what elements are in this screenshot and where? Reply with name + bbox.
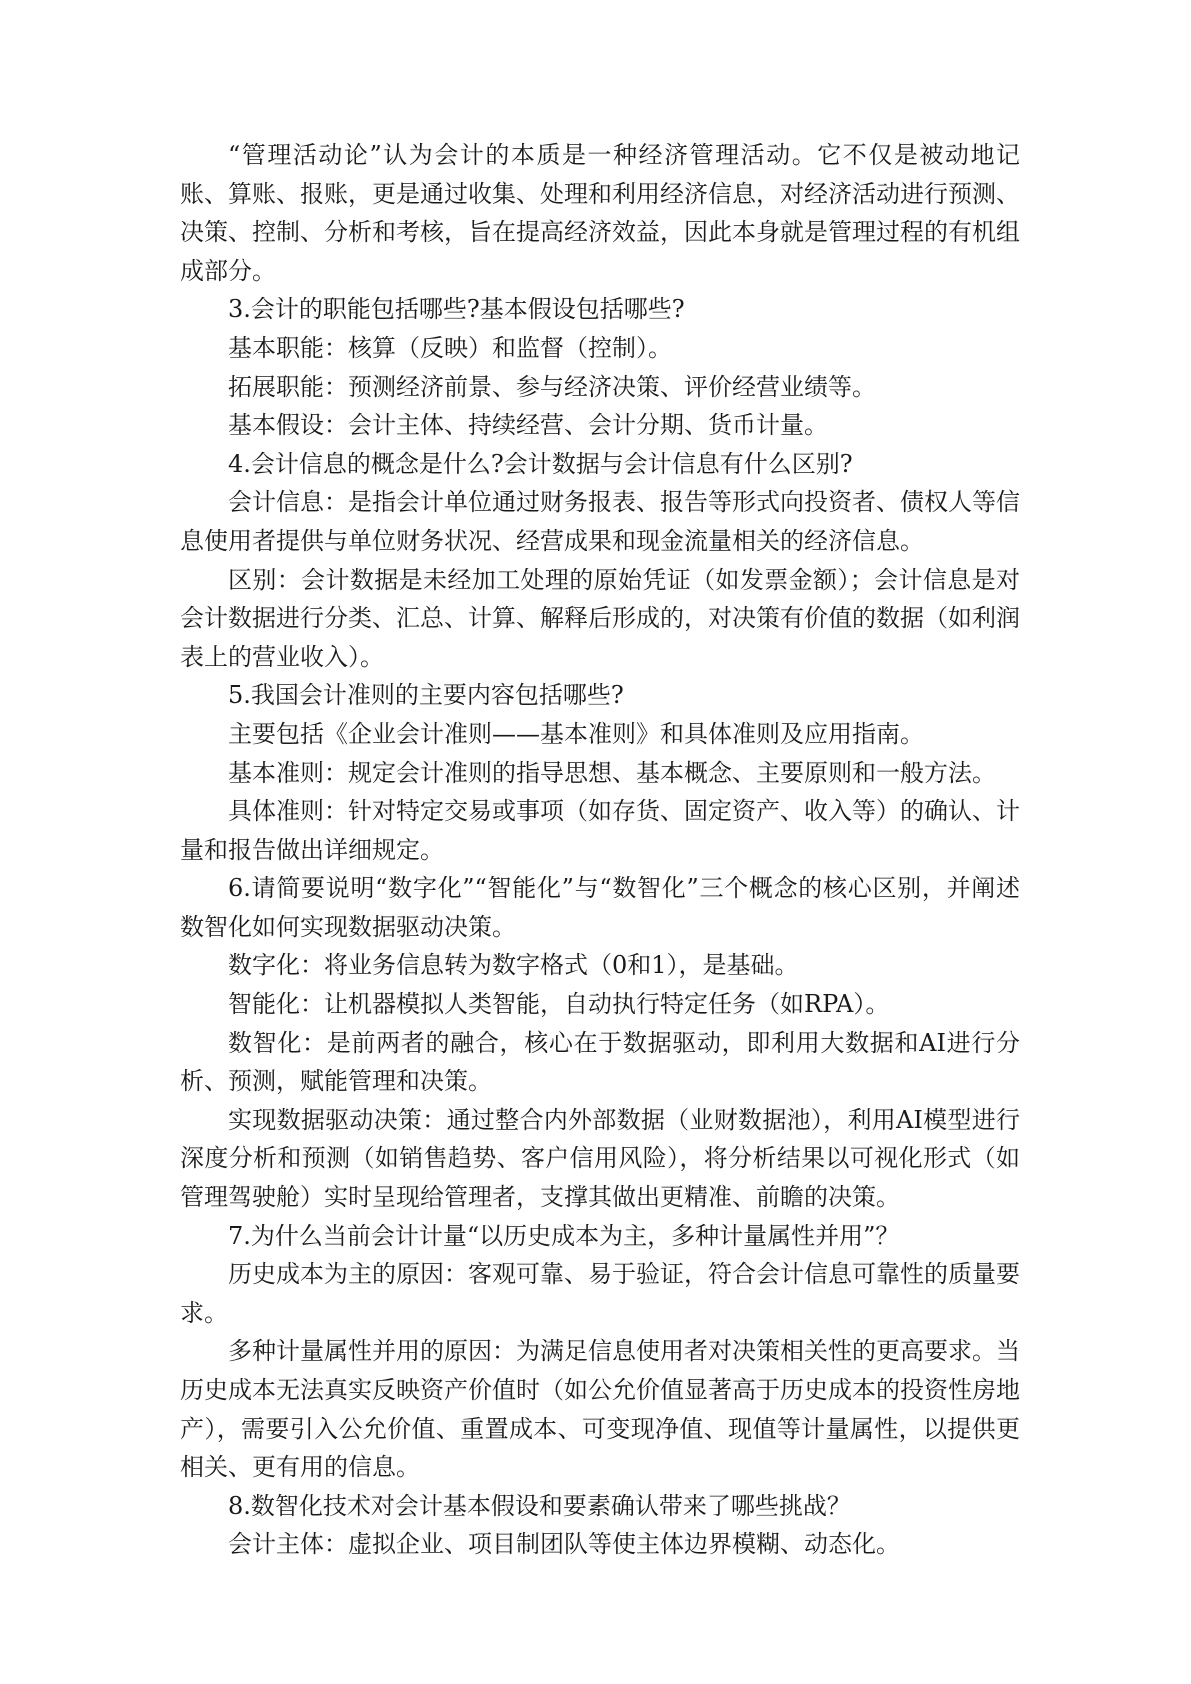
paragraph-historical-cost-reason: 历史成本为主的原因：客观可靠、易于验证，符合会计信息可靠性的质量要求。 (180, 1260, 1020, 1327)
paragraph-standards-main: 主要包括《企业会计准则——基本准则》和具体准则及应用指南。 (228, 719, 924, 748)
paragraph-intelligentization: 智能化：让机器模拟人类智能，自动执行特定任务（如RPA）。 (228, 990, 890, 1019)
question-6-heading: 6.请简要说明“数字化”“智能化”与“数智化”三个概念的核心区别，并阐述数智化如何实现数据驱动决策。 (180, 874, 1020, 941)
paragraph-digital-intelligence: 数智化：是前两者的融合，核心在于数据驱动，即利用大数据和AI进行分析、预测，赋能管理和决策。 (180, 1028, 1020, 1096)
question-3-heading: 3.会计的职能包括哪些?基本假设包括哪些? (228, 295, 685, 324)
paragraph-data-vs-information: 区别：会计数据是未经加工处理的原始凭证（如发票金额）；会计信息是对会计数据进行分类、汇总、计算、解释后形成的，对决策有价值的数据（如利润表上的营业收入）。 (180, 565, 1020, 671)
paragraph-multiple-attributes-reason: 多种计量属性并用的原因：为满足信息使用者对决策相关性的更高要求。当历史成本无法真实反映资产价值时（如公允价值显著高于历史成本的投资性房地产），需要引入公允价值、重置成本、可变现净值、现值等计量属性，以提供更相关、更有用的信息。 (180, 1337, 1020, 1482)
question-5-heading: 5.我国会计准则的主要内容包括哪些? (228, 681, 624, 710)
document-body (180, 136, 1020, 1564)
paragraph-accounting-entity: 会计主体：虚拟企业、项目制团队等使主体边界模糊、动态化。 (228, 1530, 900, 1559)
paragraph-digitalization: 数字化：将业务信息转为数字格式（0和1），是基础。 (228, 951, 799, 980)
paragraph-basic-functions: 基本职能：核算（反映）和监督（控制）。 (228, 333, 672, 362)
paragraph-accounting-information: 会计信息：是指会计单位通过财务报表、报告等形式向投资者、债权人等信息使用者提供与单位财务状况、经营成果和现金流量相关的经济信息。 (180, 488, 1020, 555)
paragraph-basic-assumptions: 基本假设：会计主体、持续经营、会计分期、货币计量。 (228, 411, 828, 440)
paragraph-specific-standards: 具体准则：针对特定交易或事项（如存货、固定资产、收入等）的确认、计量和报告做出详细规定。 (180, 797, 1020, 864)
paragraph-data-driven-decision: 实现数据驱动决策：通过整合内外部数据（业财数据池），利用AI模型进行深度分析和预测（如销售趋势、客户信用风险），将分析结果以可视化形式（如管理驾驶舱）实时呈现给管理者，支撑其做出更精准、前瞻的决策。 (180, 1105, 1020, 1212)
question-8-heading: 8.数智化技术对会计基本假设和要素确认带来了哪些挑战？ (228, 1491, 851, 1520)
question-7-heading: 7.为什么当前会计计量“以历史成本为主，多种计量属性并用”？ (228, 1221, 900, 1250)
question-4-heading: 4.会计信息的概念是什么?会计数据与会计信息有什么区别? (228, 449, 853, 478)
paragraph-management-activity-theory: “管理活动论”认为会计的本质是一种经济管理活动。它不仅是被动地记账、算账、报账，更是通过收集、处理和利用经济信息，对经济活动进行预测、决策、控制、分析和考核，旨在提高经济效益，因此本身就是管理过程的有机组成部分。 (180, 141, 1020, 285)
paragraph-extended-functions: 拓展职能：预测经济前景、参与经济决策、评价经营业绩等。 (228, 372, 876, 401)
paragraph-basic-standard: 基本准则：规定会计准则的指导思想、基本概念、主要原则和一般方法。 (228, 758, 996, 787)
